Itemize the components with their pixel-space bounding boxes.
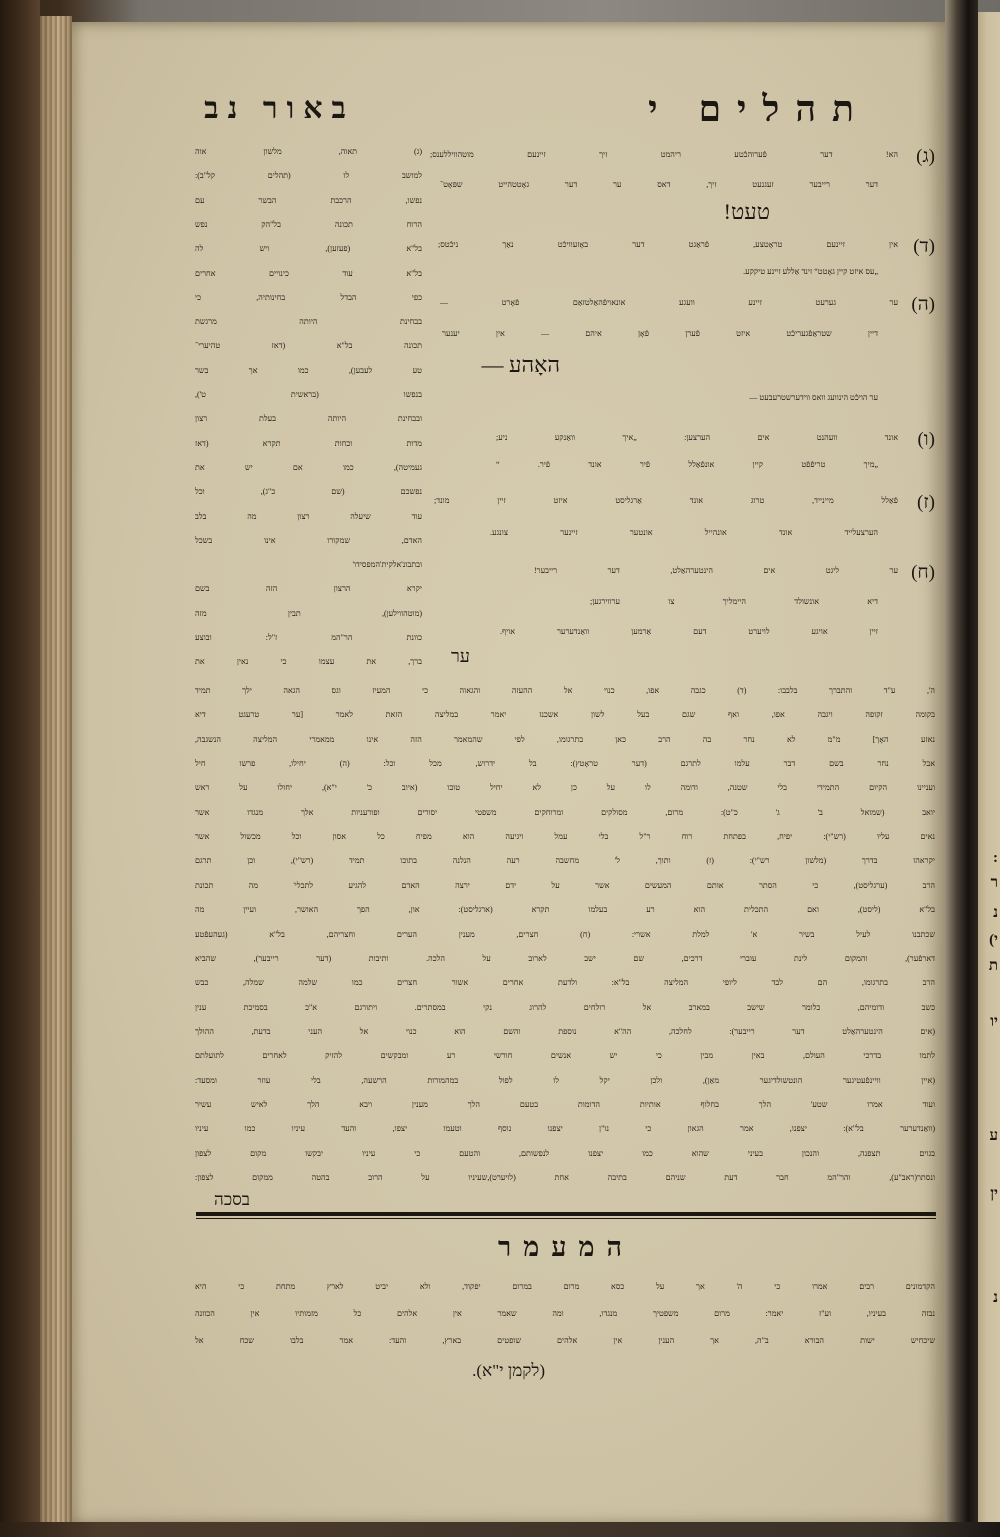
verse-number: (ד) [913,236,935,257]
translation-line: הא! דער פֿערוהכֿטע ריהמט זיך זיינעם מוטהוויללענס; [430,150,898,159]
verse-number: (ה) [911,294,935,315]
commentary-line: שכתבנו לעיל בשיר א' למלת אשרי: (ח) חצרים, מענין הערים וחצריהם, בל"א (געהעפֿטע [195,929,935,939]
translation-line: ער גערעט זיינע וועגע אונאויפֿהאַלטזאַם פֿאָרט — [440,298,898,307]
essay-line: (לקמן י"א). [472,1361,545,1380]
commentary-line: דארפֿער), והמקום לינת עוברי דרכים, שם ישב לארוב על הלכה. ותיבות (דער רייבער), שהביא [195,953,935,963]
verse-number: (ו) [917,429,935,450]
commentary-line: אבל נחר בשם דבר עלמו לתרגם (דער טראָטץ): בל ידרוש, מכל וכל: (ה) יחילו, פרשו חיל [195,759,935,769]
verse-number: (ג) [916,146,935,167]
commentary-line: יקראהו בדרך (מלשון רש"י): (ז) ותוך, ל' מחשבה רעה הנלנה בתוכו תמיד (רש"י), וכן תרגם [195,856,935,866]
commentary-line: ועוד אמרו שטע' הלך בחלוף אותיות הדומות בטעם הלך מענין ויבא הלך לאיש עשיר [195,1099,935,1109]
next-page-fragment: נ [993,905,998,921]
essay-line: שיכחיש ישות הבורא ב"ה, אך הענין אין אלהים שופטים בארץ, והעד: אמר בלבו שכח אל [195,1336,935,1345]
commentary-line: נאים עליו (רש"י): יפיח, בפתחת רוח ר"ל בלי עמל ויגיעה הוא מפיח כל אסון וכל מכשול אשר [195,832,935,842]
translation-line: דער רייבער זעגנעט זיך, דאס ער דער גאָטטהייט שפּאָט־ [440,180,878,189]
commentary-line: בל"א (ליסט), ואם התכלית הוא רע בעלמו תקרא (ארגליסט): און, הפך האושר, ועיין מה [195,905,935,915]
side-commentary-line: כוונת הר"המ ז"ל: ובוצע [195,633,422,642]
side-commentary-line: ובתבונ'אלקית'המפסידו' [352,560,422,570]
commentary-line: ונסתר(ראב"ע), והר"המ חבר דעת שניהם בתיבה אחת (לויערט),שעיניו על הרוב בהטה ממקום לצפון: [195,1173,935,1182]
commentary-line: הרב (ערגליסט), כי הסתר אותם המעשים אשר על ידם ירצה האדם להגיע לתכלי' מה תכונת [195,880,935,890]
side-commentary-line: עוד שיעלה רצון מה בלב [195,511,422,521]
scan-top-border [0,0,1000,24]
catchword: בסכה [214,1190,250,1209]
side-commentary-line: געמיטה), כמו אם יש את [195,462,422,472]
next-page-fragment: ר [990,875,998,891]
commentary-line: בקומה זקופה ויגבה אפו, ואף שגם בעל לשון אשכנז יאמר במליצה הזאת לאמר [ער טרעגט דיא [195,710,935,720]
side-commentary-line: מדות וכחות תקרא (דאז [195,438,422,448]
commentary-line: בגוים תצפנה, והנכון בעיני שהוא כמו יצפנו לנפשותם, והטעם כי עיניו יבקשו מקום לצפון [195,1148,935,1158]
translation-line: פֿאַלל מיינייד, טרוג אונד אַרגליסט איזט זיין מונד; [434,496,898,505]
side-commentary-line: ובבחינת היותה בעלת רצון [195,414,422,424]
side-commentary-line: כפי הבדל בחינותיה, כי [195,292,422,302]
commentary-line: ה', ע"ד והתברך בלבבו: (ד) כגבה אפו, כנוי אל ההעזה והגאוה כי המעיז וגס הגאה ילך תמיד [195,686,935,695]
side-commentary-line: בבחינת היותה מרגשת [195,317,422,327]
commentary-line: (וואַנדערער בל"א): יצפנו, אמר הגאון כי נו"ן יצפנו נוסף וטעמו יצפו, והעד עיניו כמו עיניו [195,1124,935,1134]
commentary-line: הרב בתרגומו, הם לבד ליופי המליצה בל"א: ולדעת אחרים אשור חצרים כמו שלמה שמלה, כבש [195,978,935,988]
side-commentary-line: יקרא הרצון הזה בשם [195,584,422,594]
side-commentary-line: (ג) תאוה, מלשון אוה [195,147,422,156]
catchword: ער [450,646,470,666]
translation-line: אין זיינעם טראָטצע, פֿראַגט דער באָזעוויכֿט נאַך ניכֿטס; [438,240,898,249]
side-commentary-line: למושב לו (תהלים קל"ב): [195,171,422,181]
side-commentary-line: בל"א עוד כינויים אחרים [195,268,422,278]
translation-line: הערצעלייד אונד אונהייל אונטער זיינער צונגע. [490,528,878,537]
translation-line: זיין אויגע לויערט דעם אַרמען וואַנדערער אויף. [500,627,878,636]
page-header-title: תהלים י [648,89,870,129]
next-page-fragment: יו [990,1014,998,1030]
commentary-line: לתמו בדרכי העולם, באין מבין כי יש אנשים חורשי רע ומבקשים להזיק לאחרים לתועלתם [195,1051,935,1061]
next-page-fragment: נ [993,1290,998,1306]
commentary-line: כשב ודומיהם, כלומר שישב במארב אל רולחים להרוג נקי במסתרים. ויתורגם א"כ בסמיכת ענין [195,1002,935,1012]
translation-line: האָהע — [481,352,560,377]
translation-line: „עס איזט קיין גאָטט“ זינד אַללע זיינע טיקקע. [743,267,878,276]
translation-line: טעט! [723,199,770,224]
side-commentary-line: בל"א (פעזען), ויש לה [195,244,422,254]
side-commentary-line: (מוטהווילען), תבין מזה [195,608,422,618]
side-commentary-line: הרוח תכונה בל"הק נפש [195,219,422,229]
side-commentary-line: בנפשו (בראשית ט'), [195,390,422,399]
side-commentary-line: ברך, את עצמו כי נאין את [195,657,422,667]
translation-line: „מיך טריפֿפֿט קיין אונפֿאַלל פֿיר אונד פֿיר. “ [496,460,878,469]
side-commentary-line: טע לעבען), כמו אך בשר [195,365,422,375]
side-commentary-line: נפשו, הרכבת הבשר עם [195,195,422,205]
commentary-line: יואב (שמואל ב' ג' כ"ט): מרום, מסולקים ומרוחקים משפטי יסורים ופורעניות אלך מנגדו אשר [195,807,935,817]
translation-line: אונד וועהנט אים הערצען: „איך וואַנקע ניע; [496,433,898,442]
translation-line: דיא אונשולד היימליך צו ערווירגען; [590,597,878,606]
next-page-fragment: ת [988,958,998,974]
essay-line: נבזה בעיניו, וע"ז יאמר: מרום משפטיך מנגדו, ומה שאמר אין אלהים כל מזמותיו אין הכוונה [195,1309,935,1318]
next-page-fragment: י) [989,932,998,948]
commentary-line: נאזע האָך] מ"מ לא נחר בה הרב כאן בתרגומו, לפי שהמאמר הזה אינו ממאמרי המליצה הנשגבה, [195,734,935,744]
essay-heading: המעמר [497,1232,635,1262]
book-cover-edge [0,0,40,1537]
section-divider [196,1212,936,1219]
translation-line: ער ליגט אים הינטערהאַלט, דער רייבער! [534,566,898,575]
side-commentary-line: תכונה בל"א (דאז טהיערי־ [195,341,422,351]
gutter-shadow [945,0,978,1537]
side-commentary-line: האדם, שמקורו אינו בשכל [195,535,422,545]
side-commentary-line: נפשכם (שם כ"ג), וכל [195,487,422,497]
next-page-fragment: ע [989,1128,998,1144]
commentary-line: (איין וויינפֿעטיגער הונטשולדיגער מאַן), ולכן יקל לו לפול במהמורות הרשעה, בלי עוזר ומסעד: [195,1075,935,1085]
commentary-line: ועניינו הקיום התמידי בלי שטנה, ודומה לו על כן לא יחיל טובו (איוב כ' י"א), יחולו על ראש [195,783,935,793]
next-page-fragment: ין [990,1186,998,1202]
translation-line: ער הויכֿט הינוועג וואס ווידערשטרעבעט — [749,393,878,402]
scan-bottom-border [0,1522,1000,1537]
page-header-section: באור נב [204,92,355,125]
page-stack-edge [40,16,72,1528]
translation-line: דיין שטראַפֿגעריכֿט איזט פֿערן פֿאָן איהם — אין יענער [442,329,878,338]
verse-number: (ח) [911,562,935,583]
commentary-line: (אים הינטערהאַלט דער רייבער): לחלכה, הה"א נוספת והשם הוא כנוי אל העני בדעת, ההולך [195,1026,935,1036]
verse-number: (ז) [917,492,935,513]
next-page-fragment: : [993,850,998,866]
essay-line: הקדמונים רבים אמרו כי ה' אך על כסא מרום במרום יפקוד, ולא יביט לארץ מתחת כי היא [195,1282,935,1291]
